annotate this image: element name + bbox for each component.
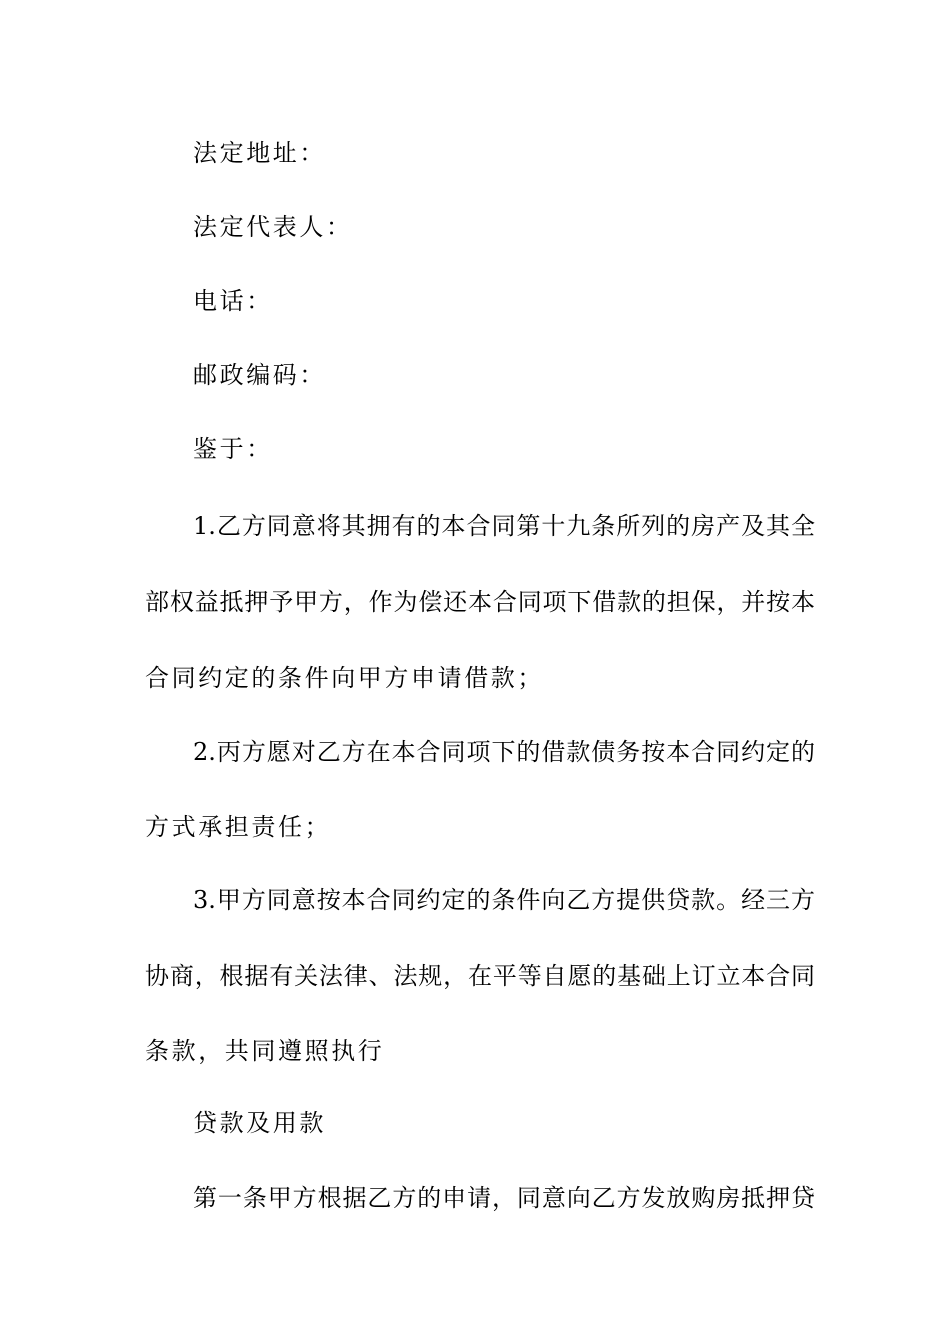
- phone-label: 电话：: [193, 287, 273, 315]
- legal-representative-label: 法定代表人：: [193, 213, 353, 241]
- article1-line1: 第一条甲方根据乙方的申请，同意向乙方发放购房抵押贷: [193, 1184, 815, 1212]
- preamble-heading: 鉴于：: [193, 435, 273, 463]
- item2-line1: 2.丙方愿对乙方在本合同项下的借款债务按本合同约定的: [193, 738, 815, 766]
- item3-line1: 3.甲方同意按本合同约定的条件向乙方提供贷款。经三方: [193, 886, 815, 914]
- item3-line3: 条款，共同遵照执行: [145, 1037, 385, 1065]
- section-title: 贷款及用款: [193, 1109, 326, 1137]
- item1-line3: 合同约定的条件向甲方申请借款；: [145, 664, 544, 692]
- item1-line1: 1.乙方同意将其拥有的本合同第十九条所列的房产及其全: [193, 512, 815, 540]
- item2-line2: 方式承担责任；: [145, 813, 332, 841]
- item1-line2: 部权益抵押予甲方，作为偿还本合同项下借款的担保，并按本: [145, 588, 815, 616]
- legal-address-label: 法定地址：: [193, 139, 326, 167]
- item3-line2: 协商，根据有关法律、法规，在平等自愿的基础上订立本合同: [145, 962, 815, 990]
- postal-code-label: 邮政编码：: [193, 361, 326, 389]
